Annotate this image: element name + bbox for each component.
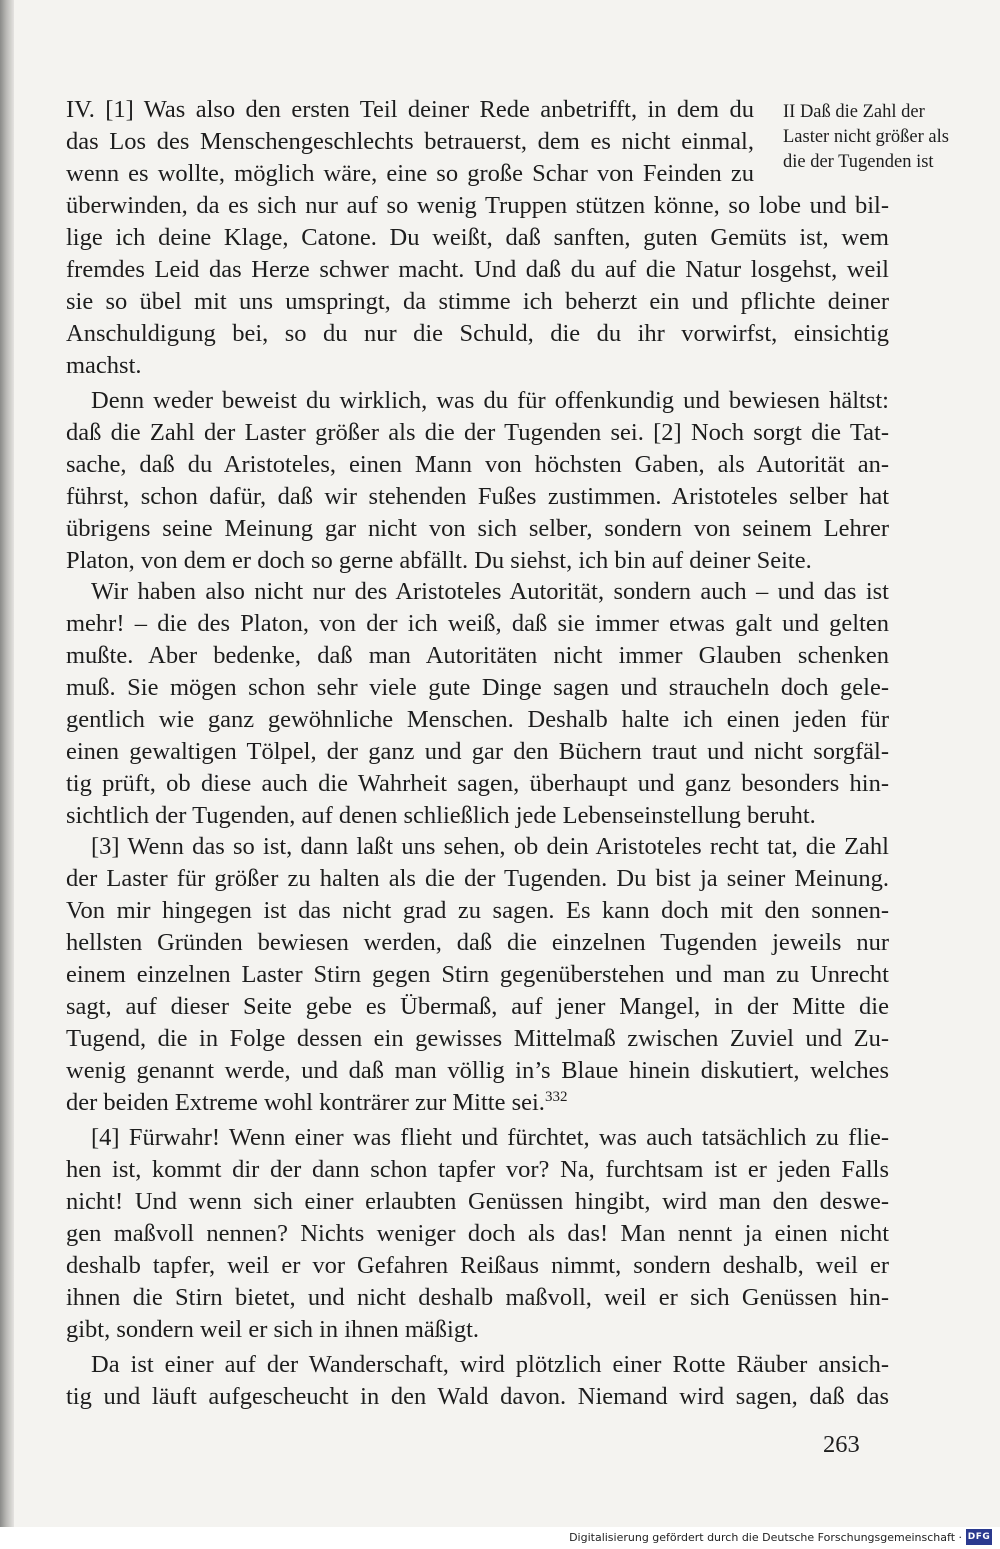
text-line: lige ich deine Klage, Catone. Du weißt, daß sanften, guten Gemüts ist, wem	[66, 224, 889, 251]
text-line: das Los des Menschengeschlechts betrauerst, dem es nicht einmal,	[66, 128, 754, 155]
text-line: muß. Sie mögen schon sehr viele gute Dinge sagen und straucheln doch gele-	[66, 674, 889, 701]
text-line: Denn weder beweist du wirklich, was du für offenkundig und bewiesen hältst:	[91, 387, 889, 414]
text-line: [4] Fürwahr! Wenn einer was flieht und fürchtet, was auch tatsächlich zu flie-	[91, 1124, 889, 1151]
text-line	[66, 1087, 889, 1118]
text-line: hen ist, kommt dir der dann schon tapfer vor? Na, furchtsam ist er jeden Falls	[66, 1156, 889, 1183]
text-line: sichtlich der Tugenden, auf denen schließlich jede Lebenseinstellung beruht.	[66, 802, 816, 829]
text-line: gibt, sondern weil er sich in ihnen mäßigt.	[66, 1316, 480, 1343]
text-line: Platon, von dem er doch so gerne abfällt. Du siehst, ich bin auf deiner Seite.	[66, 547, 812, 574]
text-line: tig und läuft aufgescheucht in den Wald davon. Niemand wird sagen, daß das	[66, 1383, 889, 1410]
text-line: Da ist einer auf der Wanderschaft, wird plötzlich einer Rotte Räuber ansich-	[91, 1351, 889, 1378]
text-line: sie so übel mit uns umspringt, da stimme ich beherzt ein und pflichte deiner	[66, 288, 889, 315]
text-line: gen maßvoll nennen? Nichts weniger doch als das! Man nennt ja einen nicht	[66, 1220, 889, 1247]
footnote-ref: 332	[544, 1089, 568, 1105]
text-line: führst, schon dafür, daß wir stehenden Fußes zustimmen. Aristoteles selber hat	[66, 483, 889, 510]
margin-note-line: II Daß die Zahl der	[783, 102, 925, 122]
text-line: wenn es wollte, möglich wäre, eine so große Schar von Feinden zu	[66, 160, 754, 187]
text-line: übrigens seine Meinung gar nicht von sich selber, sondern von seinem Lehrer	[66, 515, 889, 542]
page-number: 263	[823, 1431, 860, 1458]
footer-credit: Digitalisierung gefördert durch die Deutsche Forschungsgemeinschaft ·	[569, 1531, 962, 1544]
text-line-content: der beiden Extreme wohl konträrer zur Mitte sei.	[66, 1089, 545, 1116]
text-line: machst.	[66, 352, 142, 379]
text-line: hellsten Gründen bewiesen werden, daß die einzelnen Tugenden jeweils nur	[66, 929, 889, 956]
margin-note-line: Laster nicht größer als	[783, 127, 949, 147]
text-line: wenig genannt werde, und daß man völlig in’s Blaue hinein diskutiert, welches	[66, 1057, 889, 1084]
text-line: sache, daß du Aristoteles, einen Mann von höchsten Gaben, als Autorität an-	[66, 451, 889, 478]
text-line: einem einzelnen Laster Stirn gegen Stirn gegenüberstehen und man zu Unrecht	[66, 961, 889, 988]
text-line: ihnen die Stirn bietet, und nicht deshalb maßvoll, weil er sich Genüssen hin-	[66, 1284, 889, 1311]
text-line: daß die Zahl der Laster größer als die der Tugenden sei. [2] Noch sorgt die Tat-	[66, 419, 889, 446]
text-line: deshalb tapfer, weil er vor Gefahren Reißaus nimmt, sondern deshalb, weil er	[66, 1252, 889, 1279]
text-line: sagt, auf dieser Seite gebe es Übermaß, auf jener Mangel, in der Mitte die	[66, 993, 889, 1020]
text-line: Tugend, die in Folge dessen ein gewisses Mittelmaß zwischen Zuviel und Zu-	[66, 1025, 889, 1052]
text-line: Wir haben also nicht nur des Aristoteles Autorität, sondern auch – und das ist	[91, 578, 889, 605]
text-line: Anschuldigung bei, so du nur die Schuld, die du ihr vorwirfst, einsichtig	[66, 320, 889, 347]
text-line: [3] Wenn das so ist, dann laßt uns sehen, ob dein Aristoteles recht tat, die Zahl	[91, 833, 889, 860]
text-line: fremdes Leid das Herze schwer macht. Und daß du auf die Natur losgehst, weil	[66, 256, 889, 283]
dfg-logo: DFG	[966, 1529, 992, 1545]
text-line: der Laster für größer zu halten als die der Tugenden. Du bist ja seiner Meinung.	[66, 865, 889, 892]
text-line: mehr! – die des Platon, von der ich weiß, daß sie immer etwas galt und gelten	[66, 610, 889, 637]
text-line: einen gewaltigen Tölpel, der ganz und gar den Büchern traut und nicht sorgfäl-	[66, 738, 889, 765]
text-line: nicht! Und wenn sich einer erlaubten Genüssen hingibt, wird man den deswe-	[66, 1188, 889, 1215]
text-line: IV. [1] Was also den ersten Teil deiner Rede anbetrifft, in dem du	[66, 96, 754, 123]
text-line: überwinden, da es sich nur auf so wenig Truppen stützen könne, so lobe und bil-	[66, 192, 889, 219]
text-line: tig prüft, ob diese auch die Wahrheit sagen, überhaupt und ganz besonders hin-	[66, 770, 889, 797]
text-line: mußte. Aber bedenke, daß man Autoritäten nicht immer Glauben schenken	[66, 642, 889, 669]
margin-note-line: die der Tugenden ist	[783, 152, 934, 172]
text-line: Von mir hingegen ist das nicht grad zu sagen. Es kann doch mit den sonnen-	[66, 897, 889, 924]
text-line: gentlich wie ganz gewöhnliche Menschen. Deshalb halte ich einen jeden für	[66, 706, 889, 733]
